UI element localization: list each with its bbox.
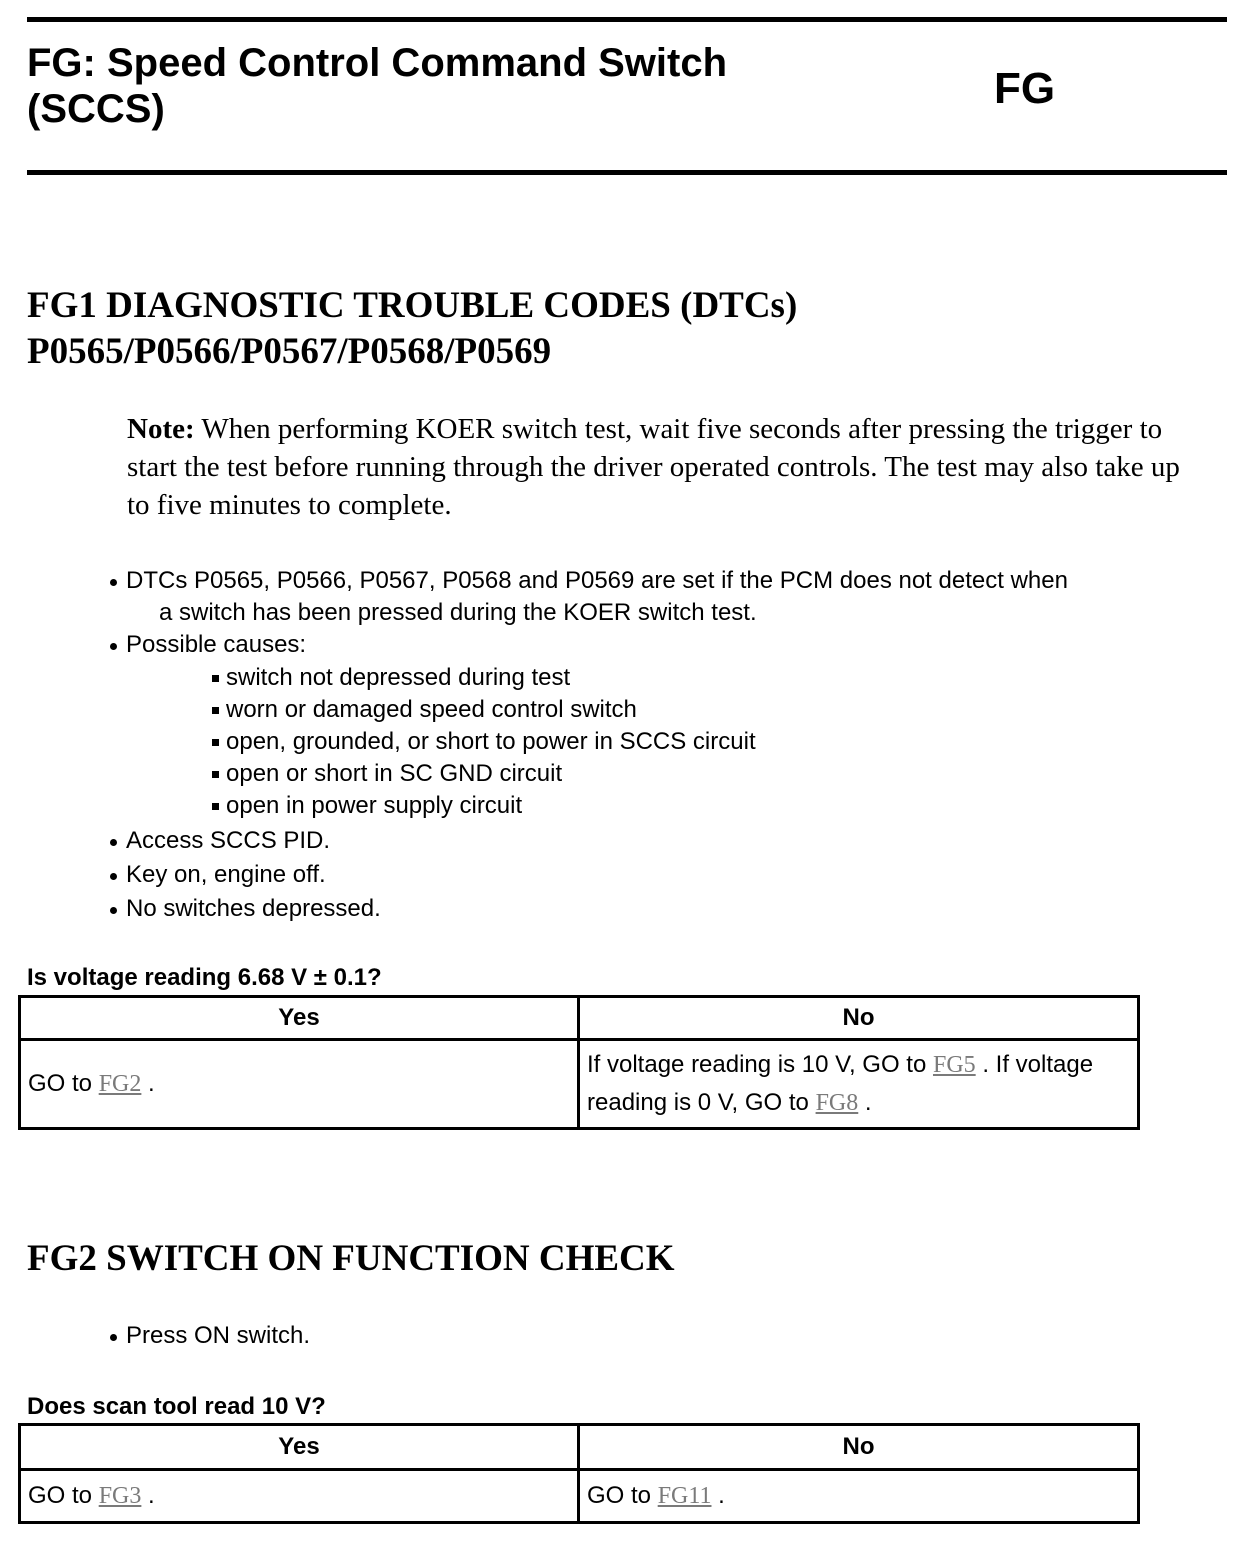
fg2-answer-table: [18, 1423, 1140, 1524]
cause-text: open or short in SC GND circuit: [226, 760, 563, 787]
yes-header: Yes: [20, 997, 579, 1040]
no-header: No: [579, 997, 1139, 1040]
step-text: Press ON switch.: [126, 1322, 311, 1349]
fg1-heading-line1: FG1 DIAGNOSTIC TROUBLE CODES (DTCs): [27, 285, 798, 326]
yes-suffix: .: [141, 1482, 155, 1509]
step-text: Key on, engine off.: [126, 861, 326, 888]
fg1-question: Is voltage reading 6.68 V ± 0.1?: [27, 964, 382, 991]
note-paragraph: [127, 410, 1207, 524]
page-title-line2: (SCCS): [27, 87, 165, 131]
fg2-heading: FG2 SWITCH ON FUNCTION CHECK: [27, 1238, 675, 1279]
no-cell: [579, 1470, 1139, 1523]
fg2-steps-list: [108, 1320, 908, 1352]
square-bullet-icon: [212, 675, 219, 682]
list-item: [212, 694, 1112, 726]
yes-cell: [20, 1470, 579, 1523]
no-header: No: [579, 1425, 1139, 1470]
section-tag: FG: [994, 64, 1056, 113]
fg1-answer-table: [18, 995, 1140, 1130]
fg11-link[interactable]: FG11: [657, 1483, 712, 1509]
fg1-bullet-list: [108, 565, 1228, 661]
bullet-icon: [110, 907, 117, 914]
table-header-row: [20, 997, 1139, 1040]
no-part1: If voltage reading is 10 V, GO to: [587, 1051, 933, 1078]
fg2-link[interactable]: FG2: [98, 1071, 142, 1097]
dtc-line1: DTCs P0565, P0566, P0567, P0568 and P0569 are set if the PCM does not detect when: [126, 567, 1068, 594]
step-text: Access SCCS PID.: [126, 827, 331, 854]
list-item-causes: [108, 629, 1228, 661]
no-cell: [579, 1040, 1139, 1129]
list-item-dtc: [108, 565, 1228, 629]
step-text: No switches depressed.: [126, 895, 381, 922]
list-item: [212, 662, 1112, 694]
no-prefix: GO to: [587, 1482, 658, 1509]
square-bullet-icon: [212, 771, 219, 778]
list-item: [212, 726, 1112, 758]
fg1-heading: [27, 283, 797, 375]
yes-cell: [20, 1040, 579, 1129]
fg1-steps-list: [108, 824, 1108, 926]
yes-prefix: GO to: [28, 1482, 99, 1509]
table-header-row: [20, 1425, 1139, 1470]
fg8-link[interactable]: FG8: [815, 1090, 859, 1116]
cause-text: open in power supply circuit: [226, 792, 523, 819]
list-item-key: [108, 858, 1108, 892]
yes-header: Yes: [20, 1425, 579, 1470]
bullet-icon: [110, 643, 117, 650]
page-title: [27, 40, 847, 132]
note-label: Note:: [127, 413, 195, 445]
bullet-icon: [110, 1334, 117, 1341]
fg5-link[interactable]: FG5: [932, 1052, 976, 1078]
list-item: [212, 790, 1112, 822]
fg2-question: Does scan tool read 10 V?: [27, 1393, 326, 1420]
table-row: [20, 1470, 1139, 1523]
note-text: When performing KOER switch test, wait five seconds after pressing the trigger to start the test before running through the driver operated controls. The test may also take up to five minutes to complete.: [127, 413, 1180, 521]
yes-suffix: .: [141, 1070, 155, 1097]
bullet-icon: [110, 579, 117, 586]
no-part3: .: [858, 1089, 872, 1116]
causes-sublist: [212, 662, 1112, 822]
cause-text: open, grounded, or short to power in SCCS circuit: [226, 728, 756, 755]
page-title-line1: FG: Speed Control Command Switch: [27, 41, 728, 85]
header-bottom-rule: [27, 170, 1227, 175]
list-item-access: [108, 824, 1108, 858]
yes-prefix: GO to: [28, 1070, 99, 1097]
square-bullet-icon: [212, 707, 219, 714]
top-rule: [27, 17, 1227, 22]
list-item: [212, 758, 1112, 790]
table-row: [20, 1040, 1139, 1129]
square-bullet-icon: [212, 803, 219, 810]
bullet-icon: [110, 839, 117, 846]
no-part2: . If voltage reading is 0 V, GO to: [587, 1051, 1094, 1116]
cause-text: worn or damaged speed control switch: [226, 696, 637, 723]
square-bullet-icon: [212, 739, 219, 746]
list-item-press: [108, 1320, 908, 1352]
no-suffix: .: [711, 1482, 725, 1509]
list-item-switches: [108, 892, 1108, 926]
fg1-heading-line2: P0565/P0566/P0567/P0568/P0569: [27, 331, 552, 372]
dtc-line2: a switch has been pressed during the KOER switch test.: [159, 599, 757, 626]
fg3-link[interactable]: FG3: [98, 1483, 142, 1509]
causes-label: Possible causes:: [126, 631, 307, 658]
cause-text: switch not depressed during test: [226, 664, 571, 691]
bullet-icon: [110, 873, 117, 880]
